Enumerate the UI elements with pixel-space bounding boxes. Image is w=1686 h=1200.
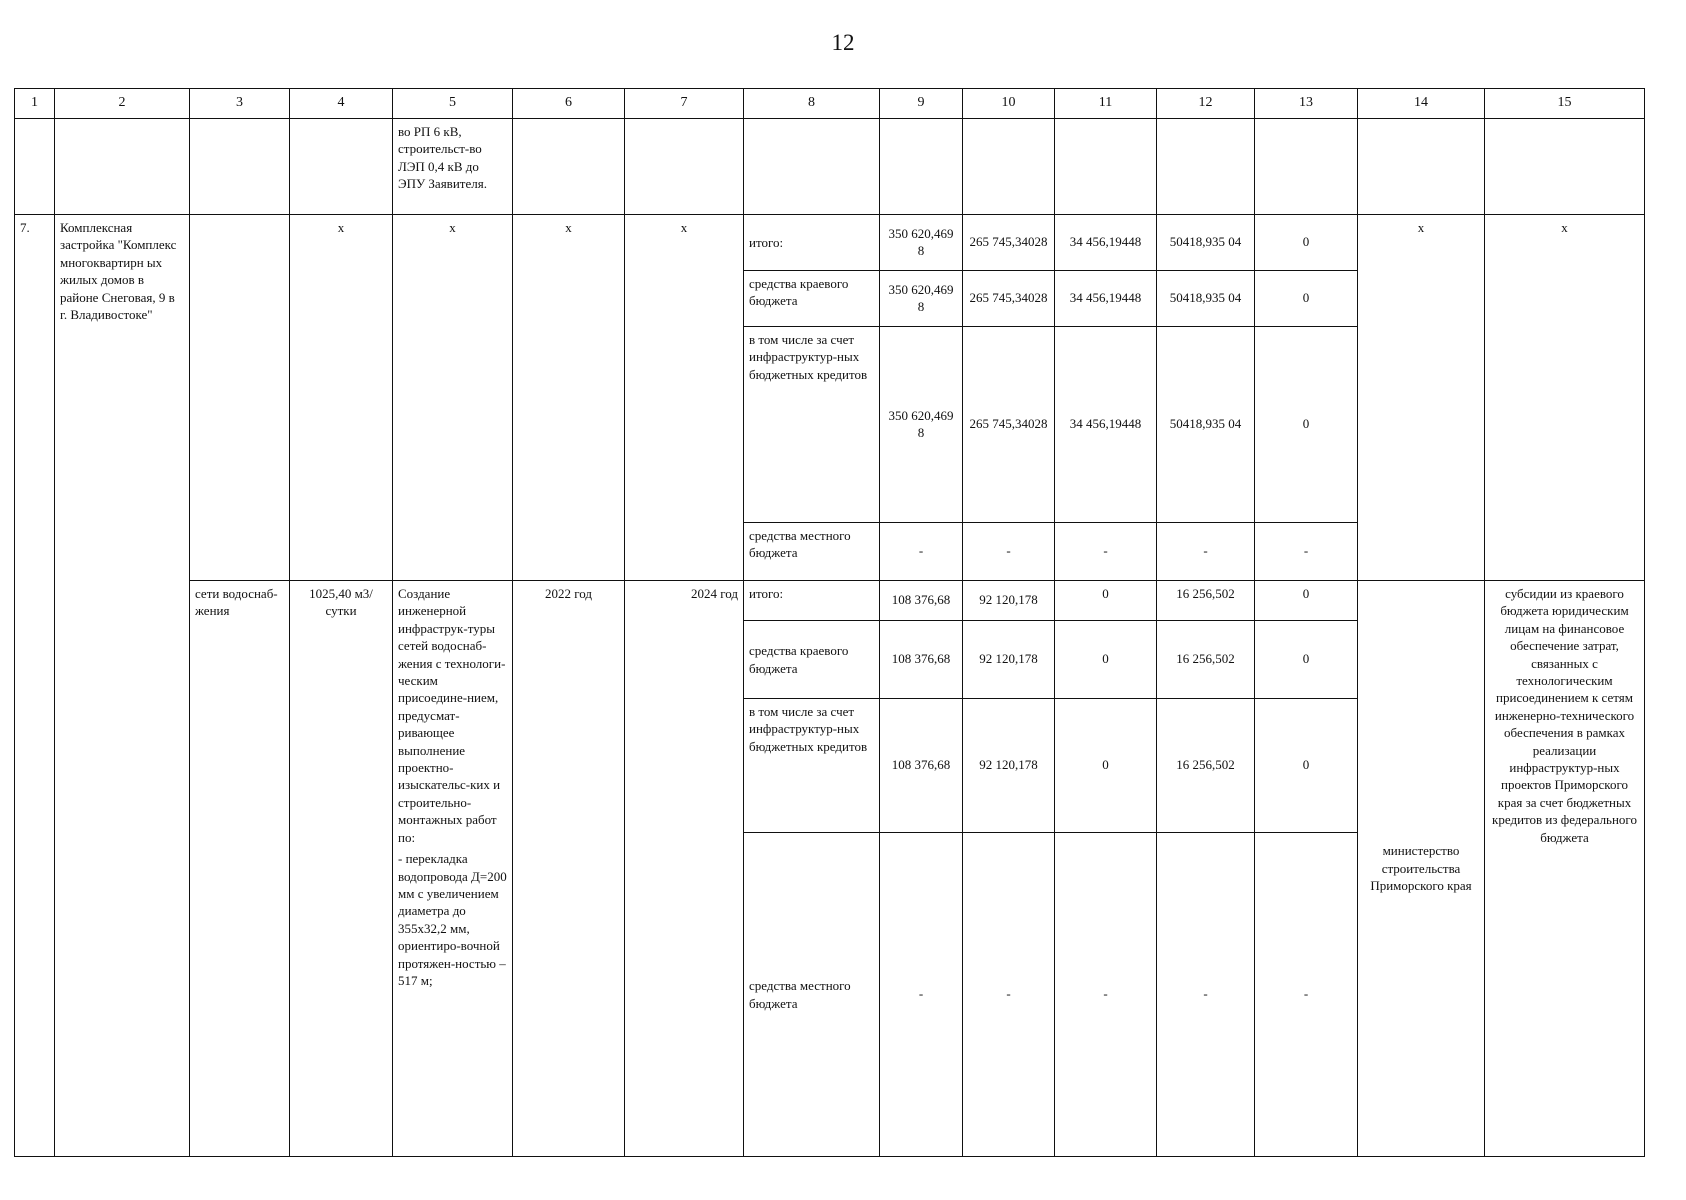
row-label: средства краевого бюджета [744,271,880,327]
row-label: в том числе за счет инфраструктур-ных бюджетных кредитов [744,699,880,833]
value-cell: 50418,935 04 [1157,215,1255,271]
funding-description: субсидии из краевого бюджета юридическим лицам на финансовое обеспечение затрат, связанных с технологическим присоединением к сетям инженерно-технического обеспечения в рамках реализации инфраструктур-ных проектов Приморского края за счет бюджетных кредитов из федерального бюджета [1485,581,1645,1157]
value-cell: 16 256,502 [1157,699,1255,833]
item-col6: х [513,215,625,581]
value-cell: - [1255,523,1358,581]
value-cell: 265 745,34028 [963,327,1055,523]
item-col7: х [625,215,744,581]
value-cell: 108 376,68 [880,621,963,699]
value-cell: 0 [1255,621,1358,699]
responsible-ministry: министерство строительства Приморского края [1358,581,1485,1157]
value-cell: 0 [1055,621,1157,699]
value-cell: - [963,833,1055,1157]
item-name: Комплексная застройка "Комплекс многоквартирн ых жилых домов в районе Снеговая, 9 в г. Владивостоке" [55,215,190,1157]
value-cell: 16 256,502 [1157,581,1255,621]
value-cell: - [1055,833,1157,1157]
col-header: 15 [1485,89,1645,119]
table-row [15,215,1645,271]
description-text: Создание инженерной инфраструк-туры сетей водоснаб-жения с технологи-ческим присоедине-нием, предусмат-ривающее выполнение проектно-изыскательс-ких и строительно-монтажных работ по: [398,586,506,845]
value-cell: 50418,935 04 [1157,271,1255,327]
item-col14: х [1358,215,1485,581]
subitem-type: сети водоснаб-жения [190,581,290,1157]
value-cell: - [1055,523,1157,581]
value-cell: - [963,523,1055,581]
value-cell: 92 120,178 [963,621,1055,699]
value-cell: - [880,523,963,581]
subitem-start-year: 2022 год [513,581,625,1157]
col-header: 9 [880,89,963,119]
subitem-end-year: 2024 год [625,581,744,1157]
value-cell: 0 [1055,581,1157,621]
value-cell: 0 [1255,271,1358,327]
continuation-row [15,119,1645,215]
value-cell: 108 376,68 [880,581,963,621]
col-header: 10 [963,89,1055,119]
value-cell: 16 256,502 [1157,621,1255,699]
value-cell: 0 [1255,699,1358,833]
value-cell: - [1157,523,1255,581]
value-cell: 50418,935 04 [1157,327,1255,523]
description-bullet: - перекладка водопровода Д=200 мм с увеличением диаметра до 355х32,2 мм, ориентиро-вочной протяжен-ностью – 517 м; [398,851,507,988]
value-cell: - [880,833,963,1157]
column-number-row [15,89,1645,119]
budget-table [14,88,1645,1157]
row-label: в том числе за счет инфраструктур-ных бюджетных кредитов [744,327,880,523]
item-col5: х [393,215,513,581]
value-cell: 350 620,469 8 [880,271,963,327]
value-cell: 265 745,34028 [963,271,1055,327]
value-cell: 34 456,19448 [1055,271,1157,327]
value-cell: 34 456,19448 [1055,215,1157,271]
value-cell: 350 620,469 8 [880,327,963,523]
table-row [15,581,1645,621]
value-cell: 0 [1255,327,1358,523]
value-cell: 0 [1055,699,1157,833]
subitem-description [393,581,513,1157]
col-header: 1 [15,89,55,119]
col-header: 11 [1055,89,1157,119]
continuation-text: во РП 6 кВ, строительст-во ЛЭП 0,4 кВ до ЭПУ Заявителя. [393,119,513,215]
col-header: 5 [393,89,513,119]
item-col15: х [1485,215,1645,581]
value-cell: 108 376,68 [880,699,963,833]
col-header: 7 [625,89,744,119]
value-cell: 0 [1255,581,1358,621]
item-col4: х [290,215,393,581]
value-cell: 92 120,178 [963,581,1055,621]
item-number: 7. [15,215,55,1157]
col-header: 6 [513,89,625,119]
row-label: итого: [744,215,880,271]
value-cell: - [1255,833,1358,1157]
page-number: 12 [831,30,855,55]
value-cell: 0 [1255,215,1358,271]
row-label: средства местного бюджета [744,523,880,581]
subitem-capacity: 1025,40 м3/сутки [290,581,393,1157]
col-header: 8 [744,89,880,119]
value-cell: 265 745,34028 [963,215,1055,271]
col-header: 14 [1358,89,1485,119]
row-label: итого: [744,581,880,621]
value-cell: 92 120,178 [963,699,1055,833]
value-cell: - [1157,833,1255,1157]
value-cell: 350 620,469 8 [880,215,963,271]
col-header: 3 [190,89,290,119]
col-header: 13 [1255,89,1358,119]
row-label: средства краевого бюджета [744,621,880,699]
col-header: 4 [290,89,393,119]
col-header: 12 [1157,89,1255,119]
row-label: средства местного бюджета [744,833,880,1157]
value-cell: 34 456,19448 [1055,327,1157,523]
col-header: 2 [55,89,190,119]
